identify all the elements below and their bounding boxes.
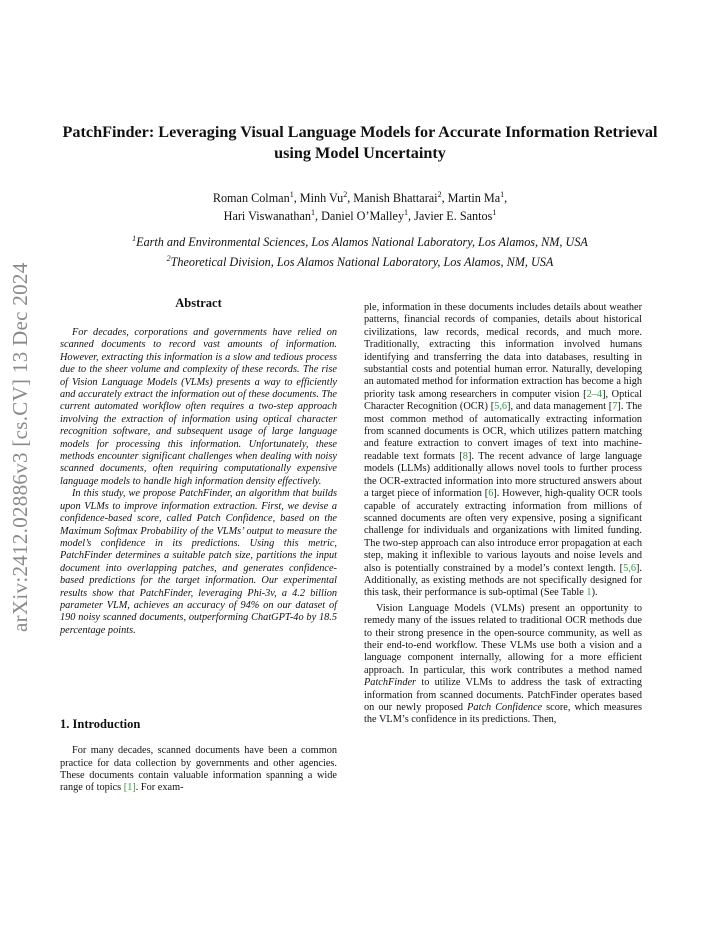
affiliation-number: 2	[166, 253, 171, 263]
author-name: Roman Colman	[212, 191, 290, 205]
affiliation-line	[40, 232, 680, 252]
authors-line-2: Hari Viswanathan$^1$, Daniel O’Malley$^1$, Javier E. Santos$^1$	[223, 207, 497, 223]
author-affiliation-mark: 1	[404, 207, 409, 217]
arxiv-stamp: arXiv:2412.02886v3 [cs.CV] 13 Dec 2024	[8, 262, 32, 632]
intro-paragraph-1-text: For many decades, scanned documents have been a common practice for data collection by governments and other agencies. These documents contain valuable information spanning a wide range of topics	[60, 745, 337, 794]
author-list	[60, 189, 660, 225]
citation-link[interactable]: [1]	[123, 782, 136, 794]
affiliation-number: 1	[132, 233, 137, 243]
citation-link[interactable]: 1	[586, 587, 592, 599]
author-name: Manish Bhattarai	[353, 191, 438, 205]
citation-link[interactable]: 7	[612, 401, 618, 413]
intro-paragraph-1	[60, 745, 337, 795]
affiliations	[40, 232, 680, 272]
citation-link[interactable]: 8	[462, 450, 468, 462]
abstract-paragraph-2: In this study, we propose PatchFinder, an algorithm that builds upon VLMs to improve information extraction. First, we devise a confidence-based score, called Patch Confidence, based on the Maximum Softmax Probability of the VLMs’ output to measure the model’s confidence in its predictions. Using this metric, PatchFinder determines a suitable patch size, partitions the input document into overlapping patches, and generates confidence-based predictions for the target information. Our experimental results show that PatchFinder, leveraging Phi-3v, a 4.2 billion parameter VLM, achieves an accuracy of 94% on our dataset of 190 noisy scanned documents, outperforming ChatGPT-4o by 18.5 percentage points.	[60, 488, 337, 636]
paper-title: PatchFinder: Leveraging Visual Language Models for Accurate Information Retrieval using Model Uncertainty	[62, 123, 658, 162]
emphasis-term: Patch Confidence	[467, 702, 543, 713]
author-name: Martin Ma	[447, 191, 501, 205]
authors-line-1: Roman Colman$^1$, Minh Vu$^2$, Manish Bhattarai$^2$, Martin Ma$^1$,	[212, 189, 508, 205]
abstract-paragraph-1: For decades, corporations and governments have relied on scanned documents to record vast amounts of information. However, extracting this information is a slow and tedious process due to the sheer volume and complexity of these records. The rise of Vision Language Models (VLMs) presents a way to efficiently and accurately extract the information out of these documents. The current automated workflow often requires a two-step approach involving the extraction of information using optical character recognition software, and subsequent usage of large language models for processing this information. Unfortunately, these methods encounter significant challenges when dealing with noisy scanned documents, often requiring computationally expensive language models to handle high information density effectively.	[60, 327, 337, 487]
affiliation-text: Theoretical Division, Los Alamos National Laboratory, Los Alamos, NM, USA	[170, 255, 554, 269]
author-affiliation-mark: 2	[343, 189, 348, 199]
author-affiliation-mark: 1	[500, 189, 505, 199]
emphasis-term: PatchFinder	[364, 677, 417, 689]
author-name: Javier E. Santos	[414, 209, 493, 223]
citation-link[interactable]: 2–4	[586, 388, 603, 400]
author-name: Daniel O’Malley	[321, 209, 405, 223]
intro-paragraph-1-tail: . For exam-	[135, 782, 184, 794]
citation-link[interactable]: 6	[488, 488, 494, 500]
affiliation-text: Earth and Environmental Sciences, Los Alamos National Laboratory, Los Alamos, NM, USA	[136, 235, 588, 249]
intro-section	[60, 745, 337, 795]
abstract-section	[60, 296, 337, 637]
author-affiliation-mark: 2	[437, 189, 442, 199]
author-affiliation-mark: 1	[311, 207, 316, 217]
author-affiliation-mark: 1	[492, 207, 497, 217]
citation-link[interactable]: 5,6	[494, 401, 508, 413]
author-name: Minh Vu	[299, 191, 344, 205]
author-affiliation-mark: 1	[289, 189, 294, 199]
affiliation-line	[40, 252, 680, 272]
right-paragraph-2: Vision Language Models (VLMs) present an opportunity to remedy many of the issues related to traditional OCR methods due to their strong presence in the open-source community, as well as their end-to-end workflow. These VLMs use both a vision and a language component internally, allowing for a more efficient approach. In particular, this work contributes a method named PatchFinder to utilize VLMs to address the task of extracting information from scanned documents. PatchFinder operates based on our newly proposed Patch Confidence score, which measures the VLM’s confidence in its predictions. Then,	[364, 602, 643, 726]
citation-link[interactable]: 5,6	[623, 562, 636, 574]
right-paragraph-1: ple, information in these documents includes details about weather patterns, financial records of companies, details about historical civilizations, law records, medical records, and much more. Traditionally, extracting this information involved humans identifying and transferring the data into databases, resulting in substantial costs and potential human error. Naturally, developing an automated method for information extraction has become a high priority task among researchers in computer vision [2–4], Optical Character Recognition (OCR) [5,6], and data management [7]. The most common method of automatically extracting information from scanned documents is OCR, which utilizes pattern matching and feature extraction to convert images of text into machine-readable text formats [8]. The recent advance of large language models (LLMs) additionally allows novel tools to further process the OCR-extracted information into more structured answers about a target piece of information [6]. However, high-quality OCR tools capable of accurately extracting information from millions of scanned documents are often very expensive, posing a significant challenge for individuals and organizations with limited funding. The two-step approach can also introduce error propagation at each step, making it inflexible to various layouts and noise levels and also is potentially constrained by a model’s context length. [5,6]. Additionally, as existing methods are not specifically designed for this task, their performance is sub-optimal (See Table 1).	[364, 302, 642, 599]
left-column	[60, 296, 337, 795]
intro-heading: 1. Introduction	[60, 717, 141, 732]
right-column	[364, 302, 642, 727]
abstract-heading: Abstract	[175, 296, 222, 310]
author-name: Hari Viswanathan	[223, 209, 312, 223]
